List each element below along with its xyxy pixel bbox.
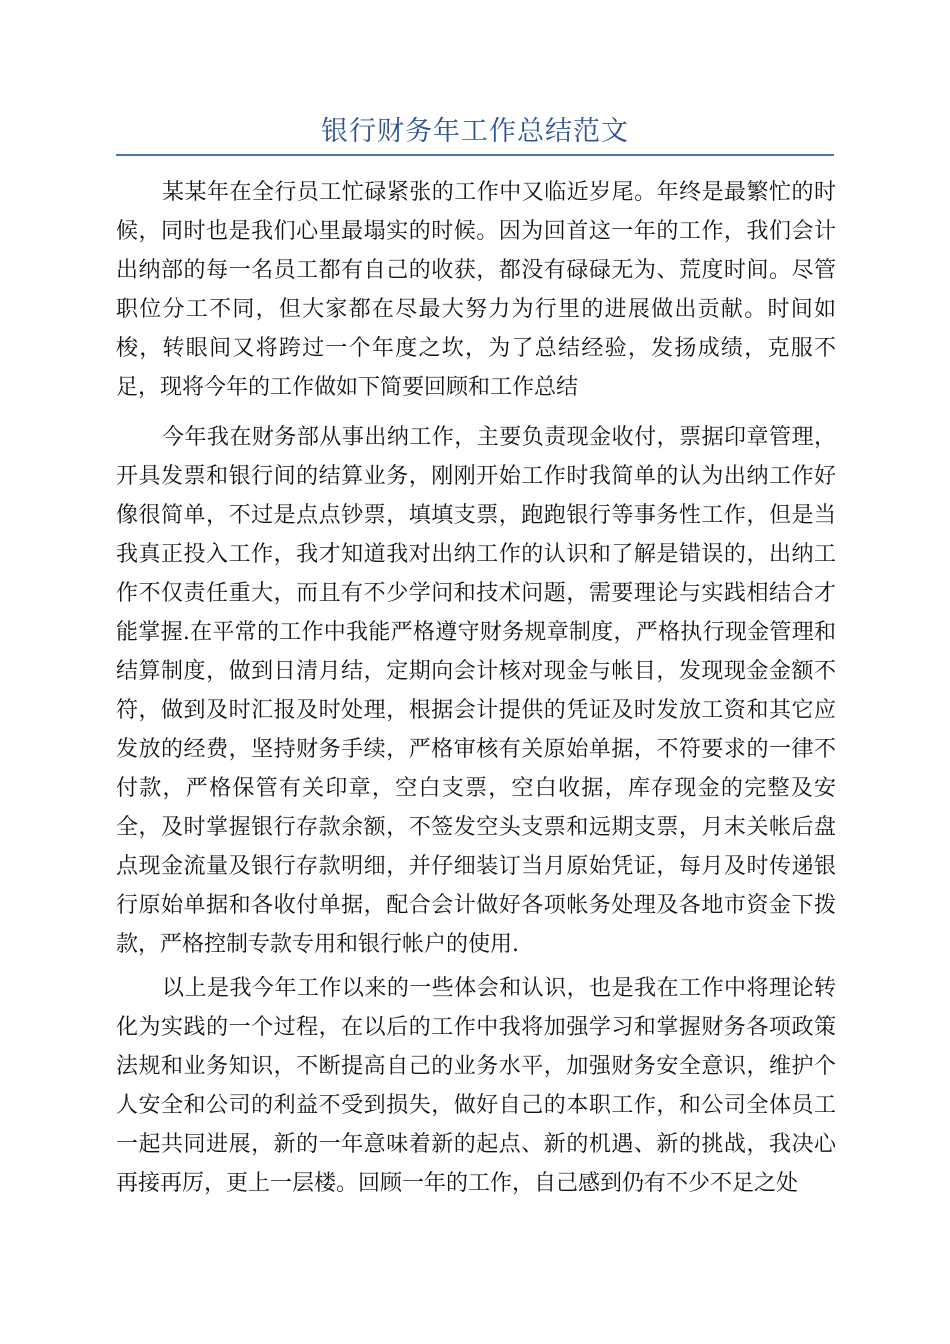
paragraph-reflection: 以上是我今年工作以来的一些体会和认识，也是我在工作中将理论转化为实践的一个过程，在以后的工作中我将加强学习和掌握财务各项政策法规和业务知识，不断提高自己的业务水平，加强财务安全意识，维护个人安全和公司的利益不受到损失，做好自己的本职工作，和公司全体员工一起共同进展，新的一年意味着新的起点、新的机遇、新的挑战，我决心再接再厉，更上一层楼。回顾一年的工作，自己感到仍有不少不足之处 [116,976,836,1196]
paragraph-duties: 今年我在财务部从事出纳工作，主要负责现金收付，票据印章管理，开具发票和银行间的结算业务，刚刚开始工作时我简单的认为出纳工作好像很简单，不过是点点钞票，填填支票，跑跑银行等事务性工作，但是当我真正投入工作，我才知道我对出纳工作的认识和了解是错误的，出纳工作不仅责任重大，而且有不少学问和技术问题，需要理论与实践相结合才能掌握.在平常的工作中我能严格遵守财务规章制度，严格执行现金管理和结算制度，做到日清月结，定期向会计核对现金与帐目，发现现金金额不符，做到及时汇报及时处理，根据会计提供的凭证及时发放工资和其它应发放的经费，坚持财务手续，严格审核有关原始单据，不符要求的一律不付款，严格保管有关印章，空白支票，空白收据，库存现金的完整及安全，及时掌握银行存款余额，不签发空头支票和远期支票，月末关帐后盘点现金流量及银行存款明细，并仔细装订当月原始凭证，每月及时传递银行原始单据和各收付单据，配合会计做好各项帐务处理及各地市资金下拨款，严格控制专款专用和银行帐户的使用. [116,425,836,957]
title-underline [116,154,834,156]
document-title: 银行财务年工作总结范文 [321,116,629,147]
paragraph-intro: 某某年在全行员工忙碌紧张的工作中又临近岁尾。年终是最繁忙的时候，同时也是我们心里最塌实的时候。因为回首这一年的工作，我们会计出纳部的每一名员工都有自己的收获，都没有碌碌无为、荒度时间。尽管职位分工不同，但大家都在尽最大努力为行里的进展做出贡献。时间如梭，转眼间又将跨过一个年度之坎，为了总结经验，发扬成绩，克服不足，现将今年的工作做如下简要回顾和工作总结 [116,180,836,400]
